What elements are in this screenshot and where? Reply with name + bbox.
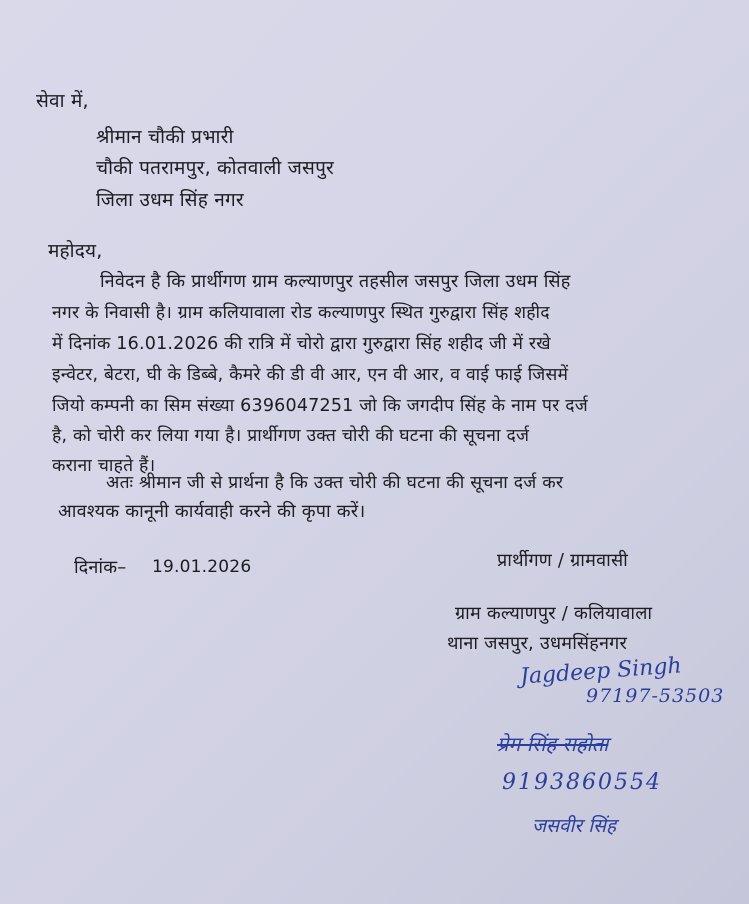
- body-line: जियो कम्पनी का सिम संख्या 6396047251 जो कि जगदीप सिंह के नाम पर दर्ज: [52, 396, 588, 416]
- signatory-title: प्रार्थीगण / ग्रामवासी: [497, 550, 629, 571]
- body-line: नगर के निवासी है। ग्राम कलियावाला रोड कल्याणपुर स्थित गुरुद्वारा सिंह शहीद: [52, 303, 550, 323]
- body-line: कराना चाहते हैं।: [52, 456, 156, 476]
- signature-name: प्रेम सिंह सहोता: [497, 732, 609, 756]
- signature-phone: 9193860554: [502, 770, 662, 795]
- request-line: आवश्यक कानूनी कार्यवाही करने की कृपा करें।: [58, 501, 366, 522]
- addressee-line: श्रीमान चौकी प्रभारी: [96, 126, 234, 148]
- date-label: दिनांक–: [74, 557, 127, 578]
- signature-name: जसवीर सिंह: [532, 815, 617, 837]
- sender-address-line: ग्राम कल्याणपुर / कलियावाला: [455, 603, 653, 624]
- body-line: इन्वेटर, बेटरा, घी के डिब्बे, कैमरे की डी वी आर, एन वी आर, व वाई फाई जिसमें: [52, 365, 569, 385]
- salutation-to: सेवा में,: [36, 90, 89, 112]
- greeting: महोदय,: [48, 240, 103, 262]
- body-line: है, को चोरी कर लिया गया है। प्रार्थीगण उक्त चोरी की घटना की सूचना दर्ज: [52, 426, 530, 446]
- body-line: निवेदन है कि प्रार्थीगण ग्राम कल्याणपुर तहसील जसपुर जिला उधम सिंह: [100, 271, 571, 292]
- signature-phone: 97197-53503: [586, 685, 725, 707]
- sender-address-line: थाना जसपुर, उधमसिंहनगर: [447, 633, 628, 654]
- addressee-line: जिला उधम सिंह नगर: [96, 189, 244, 211]
- body-line: में दिनांक 16.01.2026 की रात्रि में चोरो द्वारा गुरुद्वारा सिंह शहीद जी में रखे: [52, 334, 551, 354]
- signature-name: Jagdeep Singh: [519, 653, 683, 690]
- addressee-line: चौकी पतरामपुर, कोतवाली जसपुर: [96, 157, 335, 179]
- request-line: अतः श्रीमान जी से प्रार्थना है कि उक्त चोरी की घटना की सूचना दर्ज कर: [106, 473, 564, 493]
- date-value: 19.01.2026: [152, 557, 252, 577]
